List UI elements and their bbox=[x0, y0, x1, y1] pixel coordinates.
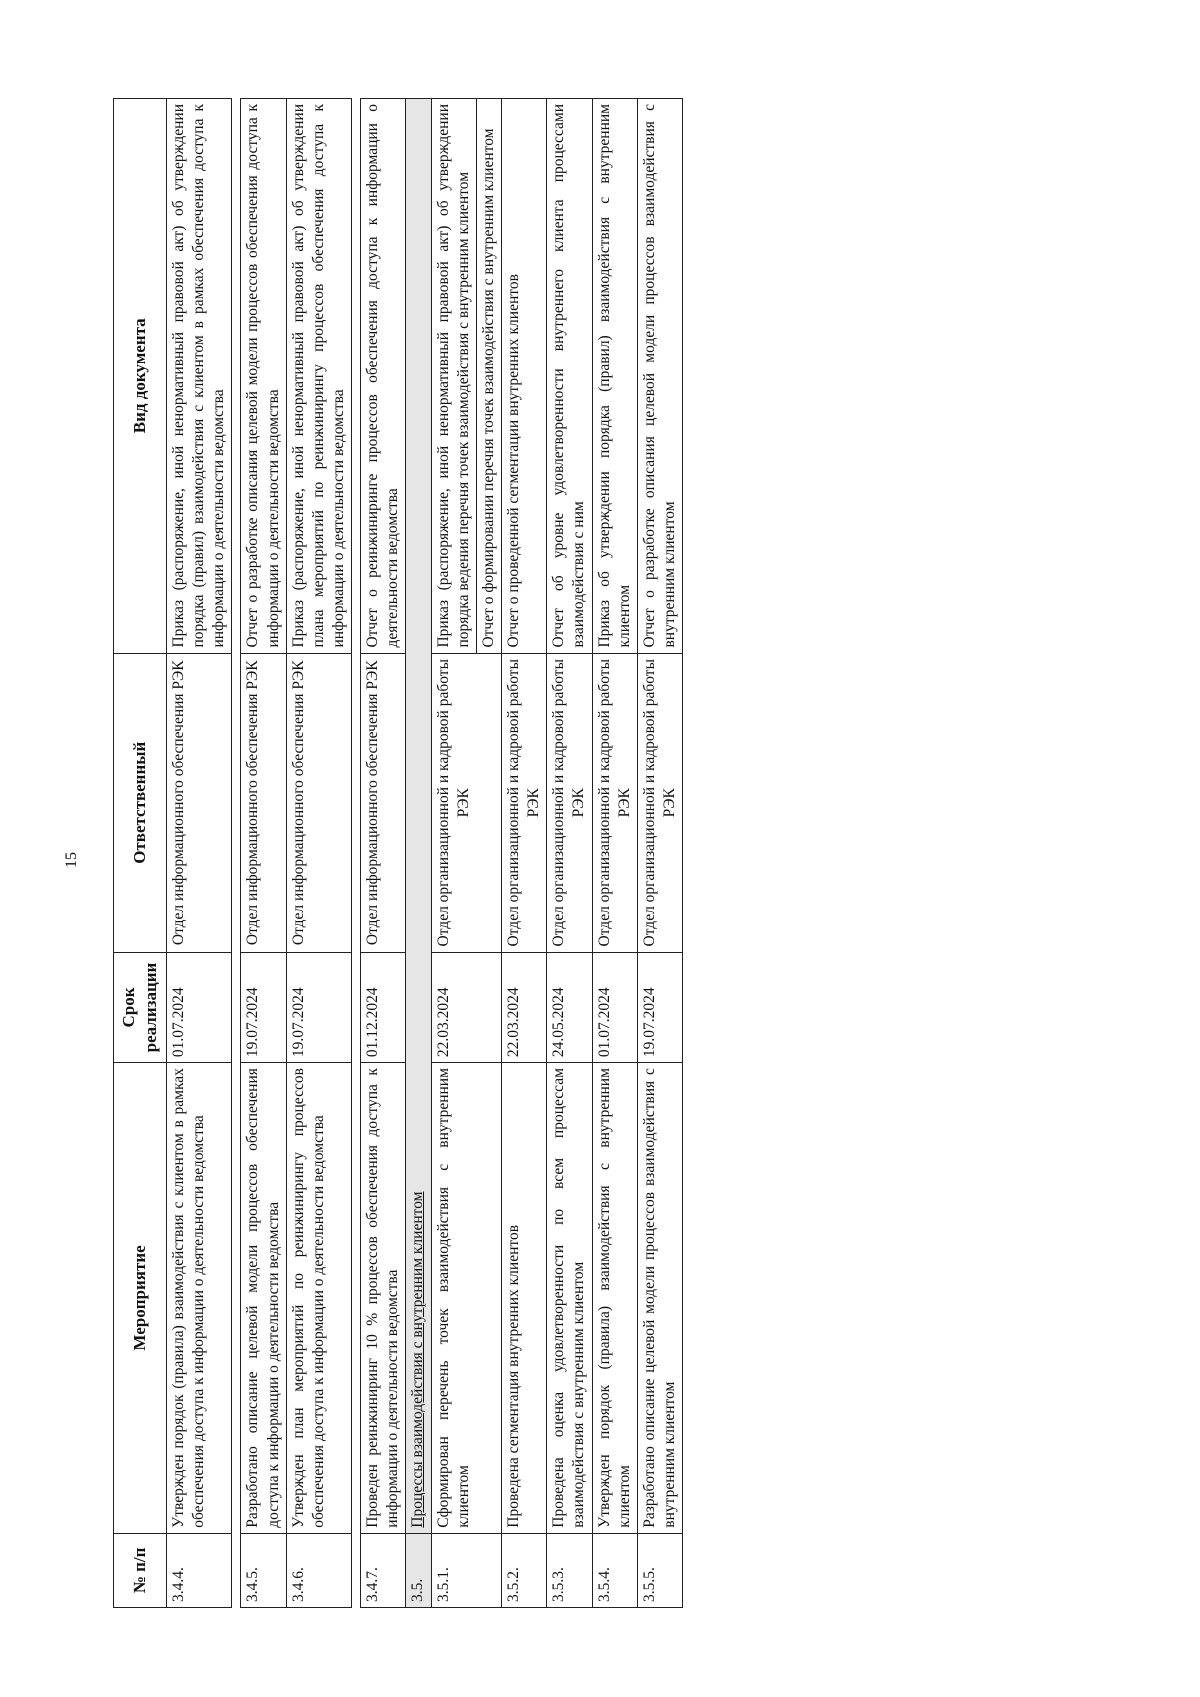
row-responsible: Отдел организационной и кадровой работы РЭК bbox=[501, 653, 546, 952]
row-num: 3.5.4. bbox=[592, 1533, 637, 1607]
row-doc: Отчет о проведенной сегментации внутренних клиентов bbox=[501, 99, 546, 654]
header-num: № п/п bbox=[114, 1533, 167, 1607]
row-doc: Отчет о разработке описания целевой модели процессов взаимодействия с внутренним клиентом bbox=[637, 99, 682, 654]
row-doc: Приказ (распоряжение, иной ненормативный правовой акт) об утверждении порядка (правил) взаимодействия с клиентом в рамках обеспечения доступа к информации о деятельности ведомства bbox=[167, 99, 232, 654]
row-num: 3.4.6. bbox=[286, 1533, 351, 1607]
header-deadline: Срок реализации bbox=[114, 952, 167, 1062]
section-row bbox=[406, 99, 431, 1608]
row-doc-part: Отчет о формировании перечня точек взаимодействия с внутренним клиентом bbox=[476, 99, 501, 653]
row-event: Утвержден порядок (правила) взаимодействия с внутренним клиентом bbox=[592, 1063, 637, 1534]
row-deadline: 22.03.2024 bbox=[501, 952, 546, 1062]
row-responsible: Отдел организационной и кадровой работы РЭК bbox=[592, 653, 637, 952]
row-event: Разработано описание целевой модели процессов взаимодействия с внутренним клиентом bbox=[637, 1063, 682, 1534]
row-responsible: Отдел информационного обеспечения РЭК bbox=[361, 653, 406, 952]
row-responsible: Отдел организационной и кадровой работы РЭК bbox=[431, 653, 501, 952]
row-event: Утвержден план мероприятий по реинжинирингу процессов обеспечения доступа к информации о деятельности ведомства bbox=[286, 1063, 351, 1534]
row-doc: Отчет о разработке описания целевой модели процессов обеспечения доступа к информации о деятельности ведомства bbox=[241, 99, 286, 654]
row-event: Проведена оценка удовлетворенности по всем процессам взаимодействия с внутренним клиентом bbox=[547, 1063, 592, 1534]
rotated-sheet bbox=[113, 98, 1018, 1608]
row-deadline: 19.07.2024 bbox=[241, 952, 286, 1062]
row-gap bbox=[232, 99, 241, 1608]
section-title: Процессы взаимодействия с внутренним клиентом bbox=[406, 99, 431, 1534]
table-row bbox=[361, 99, 406, 1608]
row-gap bbox=[352, 99, 361, 1608]
row-deadline: 24.05.2024 bbox=[547, 952, 592, 1062]
table-row bbox=[592, 99, 637, 1608]
row-event: Разработано описание целевой модели процессов обеспечения доступа к информации о деятельности ведомства bbox=[241, 1063, 286, 1534]
header-responsible: Ответственный bbox=[114, 653, 167, 952]
table-row bbox=[167, 99, 232, 1608]
section-num: 3.5. bbox=[406, 1533, 431, 1607]
row-deadline: 01.07.2024 bbox=[592, 952, 637, 1062]
row-num: 3.4.7. bbox=[361, 1533, 406, 1607]
row-doc bbox=[431, 99, 501, 654]
row-num: 3.5.3. bbox=[547, 1533, 592, 1607]
row-event: Утвержден порядок (правила) взаимодействия с клиентом в рамках обеспечения доступа к информации о деятельности ведомства bbox=[167, 1063, 232, 1534]
row-responsible: Отдел информационного обеспечения РЭК bbox=[167, 653, 232, 952]
row-event: Сформирован перечень точек взаимодействия с внутренним клиентом bbox=[431, 1063, 501, 1534]
row-doc: Отчет о реинжиниринге процессов обеспечения доступа к информации о деятельности ведомства bbox=[361, 99, 406, 654]
row-num: 3.5.2. bbox=[501, 1533, 546, 1607]
row-event: Проведена сегментация внутренних клиентов bbox=[501, 1063, 546, 1534]
row-responsible: Отдел информационного обеспечения РЭК bbox=[286, 653, 351, 952]
row-deadline: 19.07.2024 bbox=[637, 952, 682, 1062]
row-num: 3.4.5. bbox=[241, 1533, 286, 1607]
row-event: Проведен реинжиниринг 10 % процессов обеспечения доступа к информации о деятельности ведомства bbox=[361, 1063, 406, 1534]
row-deadline: 01.07.2024 bbox=[167, 952, 232, 1062]
table-header-row bbox=[114, 99, 167, 1608]
table-row bbox=[501, 99, 546, 1608]
row-deadline: 01.12.2024 bbox=[361, 952, 406, 1062]
table-row bbox=[241, 99, 286, 1608]
table-row bbox=[431, 99, 501, 1608]
row-deadline: 22.03.2024 bbox=[431, 952, 501, 1062]
row-num: 3.5.5. bbox=[637, 1533, 682, 1607]
row-responsible: Отдел организационной и кадровой работы РЭК bbox=[637, 653, 682, 952]
plan-table bbox=[113, 98, 683, 1608]
row-doc: Отчет об уровне удовлетворенности внутреннего клиента процессами взаимодействия с ним bbox=[547, 99, 592, 654]
row-doc-part: Приказ (распоряжение, иной ненормативный правовой акт) об утверждении порядка ведения перечня точек взаимодействия с внутренним клиентом bbox=[434, 104, 472, 648]
table-row bbox=[547, 99, 592, 1608]
row-responsible: Отдел информационного обеспечения РЭК bbox=[241, 653, 286, 952]
row-deadline: 19.07.2024 bbox=[286, 952, 351, 1062]
row-responsible: Отдел организационной и кадровой работы РЭК bbox=[547, 653, 592, 952]
row-num: 3.5.1. bbox=[431, 1533, 501, 1607]
header-event: Мероприятие bbox=[114, 1063, 167, 1534]
row-doc: Приказ (распоряжение, иной ненормативный правовой акт) об утверждении плана мероприятий по реинжинирингу процессов обеспечения доступа к информации о деятельности ведомства bbox=[286, 99, 351, 654]
row-num: 3.4.4. bbox=[167, 1533, 232, 1607]
row-doc: Приказ об утверждении порядка (правил) взаимодействия с внутренним клиентом bbox=[592, 99, 637, 654]
header-doc-type: Вид документа bbox=[114, 99, 167, 654]
page-number: 15 bbox=[63, 852, 80, 868]
table-row bbox=[637, 99, 682, 1608]
table-row bbox=[286, 99, 351, 1608]
